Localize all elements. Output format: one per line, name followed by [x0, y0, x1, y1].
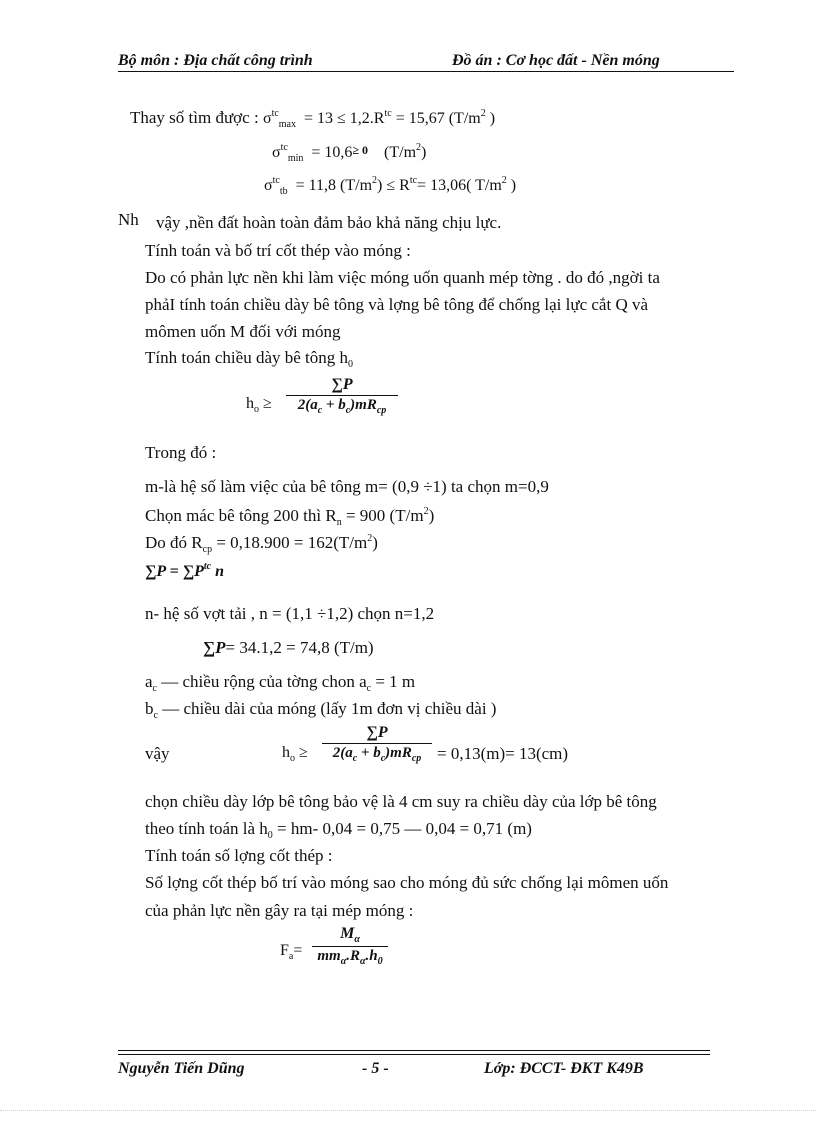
vay-label: vậy	[145, 744, 170, 763]
section-heading-rebar-count: Tính toán số lợng cốt thép :	[145, 846, 333, 865]
ho-fraction-1: ∑P $2(a_c + b_c)mR_{cp}$	[286, 376, 398, 416]
footer-rule-top	[118, 1050, 710, 1051]
sigma-max: $\sigma^{tc}_{max} = 13 \le 1,2.R^{tc} = 15,67$ ($T/m^2$ )	[262, 108, 496, 130]
footer-rule-bottom	[118, 1054, 710, 1055]
concrete-grade: Chọn mác bê tông 200 thì $R_n = 900$ $(T/m^2)$	[145, 506, 435, 528]
ac-definition: $a_c$ — chiều rộng của tờng chon $a_c = 1$ m	[145, 672, 416, 694]
sigma-min: $\sigma^{tc}_{min} = 10,6^{\ge 0}$ $(T/m^2)$	[272, 142, 427, 164]
ho-label-1: $h_o$ ≥	[246, 395, 272, 415]
para1-line1: Do có phản lực nền khi làm việc móng uốn quanh mép tờng . do đó ,ngời ta	[145, 268, 660, 287]
para1-line3: mômen uốn M đối với móng	[145, 322, 341, 341]
para2-line1: chọn chiều dày lớp bê tông bảo vệ là 4 cm suy ra chiều dày của lớp bê tông	[145, 792, 657, 811]
para3-line2: của phản lực nền gây ra tại mép móng :	[145, 901, 414, 920]
para1-line2: phảI tính toán chiều dày bê tông và lợng bê tông để chống lại lực cắt Q và	[145, 295, 649, 314]
trong-do: Trong đó :	[145, 443, 217, 462]
section-heading-rebar: Tính toán và bố trí cốt thép vào móng :	[145, 241, 411, 260]
ho-result: = 0,13(m)= 13(cm)	[437, 744, 569, 763]
para3-line1: Số lợng cốt thép bố trí vào móng sao cho móng đủ sức chống lại mômen uốn	[145, 873, 669, 892]
n-definition: n- hệ số vợt tải , n = (1,1 ÷1,2) chọn n=1,2	[145, 604, 435, 623]
rcp-value: Do đó $R_{cp} = 0,18.900 = 162(T/m^2)$	[145, 533, 378, 555]
fa-label: $F_a=$	[280, 942, 303, 962]
fa-fraction: $M_\alpha$ $mm_\alpha.R_\alpha.h_0$	[312, 925, 388, 967]
sum-p-value: ∑P= 34.1,2 = 74,8 (T/m)	[203, 638, 374, 657]
ho-fraction-2: ∑P $2(a_c + b_c)mR_{cp}$	[322, 724, 432, 764]
ho-label-2: $h_o$ ≥	[282, 744, 308, 764]
footer-page-number: - 5 -	[362, 1060, 389, 1077]
footer-author: Nguyễn Tiến Dũng	[118, 1060, 245, 1077]
conclusion: vậy ,nền đất hoàn toàn đảm bảo khả năng chịu lực.	[156, 213, 502, 232]
section-heading-thickness: Tính toán chiều dày bê tông $h_0$	[145, 348, 354, 370]
sum-p-formula: $\sum P = \sum P^{tc}$ n	[145, 561, 225, 580]
header-right: Đồ án : Cơ học đất - Nền móng	[452, 52, 660, 69]
header-rule	[118, 71, 734, 72]
footer-class: Lớp: ĐCCT- ĐKT K49B	[484, 1060, 644, 1077]
bc-definition: $b_c$ — chiều dài của móng (lấy 1m đơn vị chiều dài )	[145, 699, 497, 721]
sigma-tb: $\sigma^{tc}_{tb} = 11,8$ $(T/m^2) \le R^{tc}= 13,06$( $T/m^2$ )	[264, 175, 517, 197]
header-left: Bộ môn : Địa chất công trình	[118, 52, 313, 69]
nh-prefix: Nh	[118, 210, 139, 229]
page-bottom-dotted	[0, 1110, 816, 1111]
m-definition: m-là hệ số làm việc của bê tông m= (0,9 ÷1) ta chọn m=0,9	[145, 477, 549, 496]
para2-line2: theo tính toán là $h_0 = hm-$ 0,04 = 0,75 — 0,04 = 0,71 (m)	[145, 819, 532, 841]
formula-intro: Thay số tìm được : $\sigma^{tc}_{max} = 13 \le 1,2.R^{tc} = 15,67$ ($T/m^2$ )	[130, 108, 496, 130]
